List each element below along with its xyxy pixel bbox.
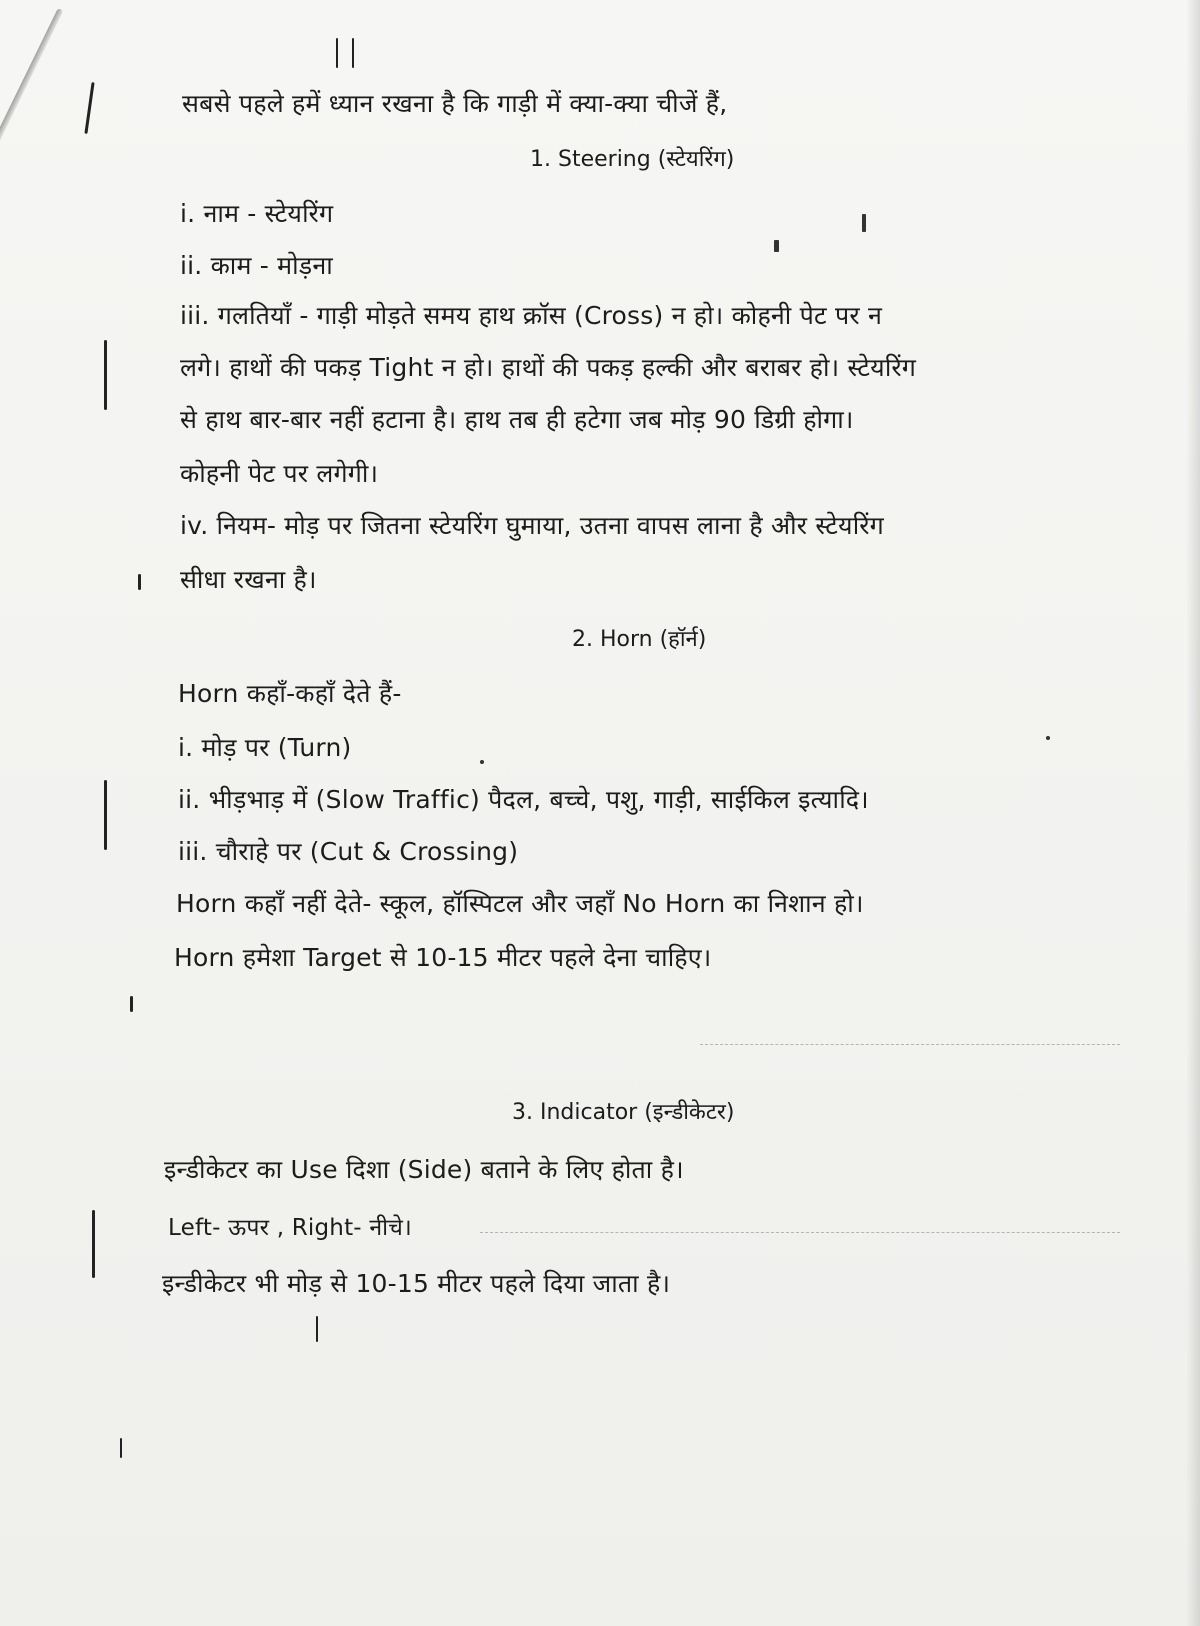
indicator-direction: Left- ऊपर , Right- नीचे।: [168, 1215, 412, 1241]
page-edge-shadow: [1186, 0, 1200, 1626]
steering-mistakes-line-3: से हाथ बार-बार नहीं हटाना है। हाथ तब ही हटेगा जब मोड़ 90 डिग्री होगा।: [180, 405, 854, 434]
horn-item-3: iii. चौराहे पर (Cut & Crossing): [178, 837, 519, 866]
paper-fold-mark: [0, 8, 63, 307]
steering-rule-line-1: iv. नियम- मोड़ पर जितना स्टेयरिंग घुमाया, उतना वापस लाना है और स्टेयरिंग: [180, 511, 884, 540]
steering-heading: 1. Steering (स्टेयरिंग): [530, 147, 735, 172]
margin-mark: [138, 574, 141, 590]
indicator-heading: 3. Indicator (इन्डीकेटर): [512, 1100, 735, 1125]
faint-rule: [480, 1232, 1120, 1234]
margin-mark: [316, 1316, 318, 1342]
horn-not-where: Horn कहाँ नहीं देते- स्कूल, हॉस्पिटल और जहाँ No Horn का निशान हो।: [176, 889, 864, 918]
margin-mark: [130, 996, 133, 1012]
indicator-use: इन्डीकेटर का Use दिशा (Side) बताने के लिए होता है।: [164, 1155, 684, 1184]
steering-mistakes-line-2: लगे। हाथों की पकड़ Tight न हो। हाथों की पकड़ हल्की और बराबर हो। स्टेयरिंग: [180, 353, 917, 382]
margin-mark: [104, 340, 107, 410]
ink-speck: [480, 760, 484, 764]
horn-item-2: ii. भीड़भाड़ में (Slow Traffic) पैदल, बच्चे, पशु, गाड़ी, साईकिल इत्यादि।: [178, 785, 869, 814]
steering-rule-line-2: सीधा रखना है।: [180, 565, 317, 594]
steering-mistakes-line-1: iii. गलतियाँ - गाड़ी मोड़ते समय हाथ क्रॉस (Cross) न हो। कोहनी पेट पर न: [180, 301, 883, 330]
margin-mark: [84, 82, 94, 134]
steering-name: i. नाम - स्टेयरिंग: [180, 199, 334, 228]
indicator-timing: इन्डीकेटर भी मोड़ से 10-15 मीटर पहले दिया जाता है।: [162, 1269, 671, 1298]
margin-mark: [336, 38, 338, 68]
ink-speck: [1046, 736, 1050, 740]
horn-item-1: i. मोड़ पर (Turn): [178, 733, 352, 762]
ink-speck: [774, 240, 779, 252]
horn-always: Horn हमेशा Target से 10-15 मीटर पहले देना चाहिए।: [174, 943, 712, 972]
margin-mark: [104, 780, 107, 850]
margin-mark: [92, 1210, 95, 1278]
horn-heading: 2. Horn (हॉर्न): [572, 627, 707, 652]
margin-mark: [352, 38, 354, 68]
ink-speck: [862, 214, 866, 232]
intro-text: सबसे पहले हमें ध्यान रखना है कि गाड़ी में क्या-क्या चीजें हैं,: [182, 89, 728, 118]
faint-rule: [700, 1044, 1120, 1046]
margin-mark: [120, 1438, 122, 1458]
steering-work: ii. काम - मोड़ना: [180, 251, 333, 280]
horn-where-intro: Horn कहाँ-कहाँ देते हैं-: [178, 679, 402, 708]
steering-mistakes-line-4: कोहनी पेट पर लगेगी।: [180, 459, 379, 488]
